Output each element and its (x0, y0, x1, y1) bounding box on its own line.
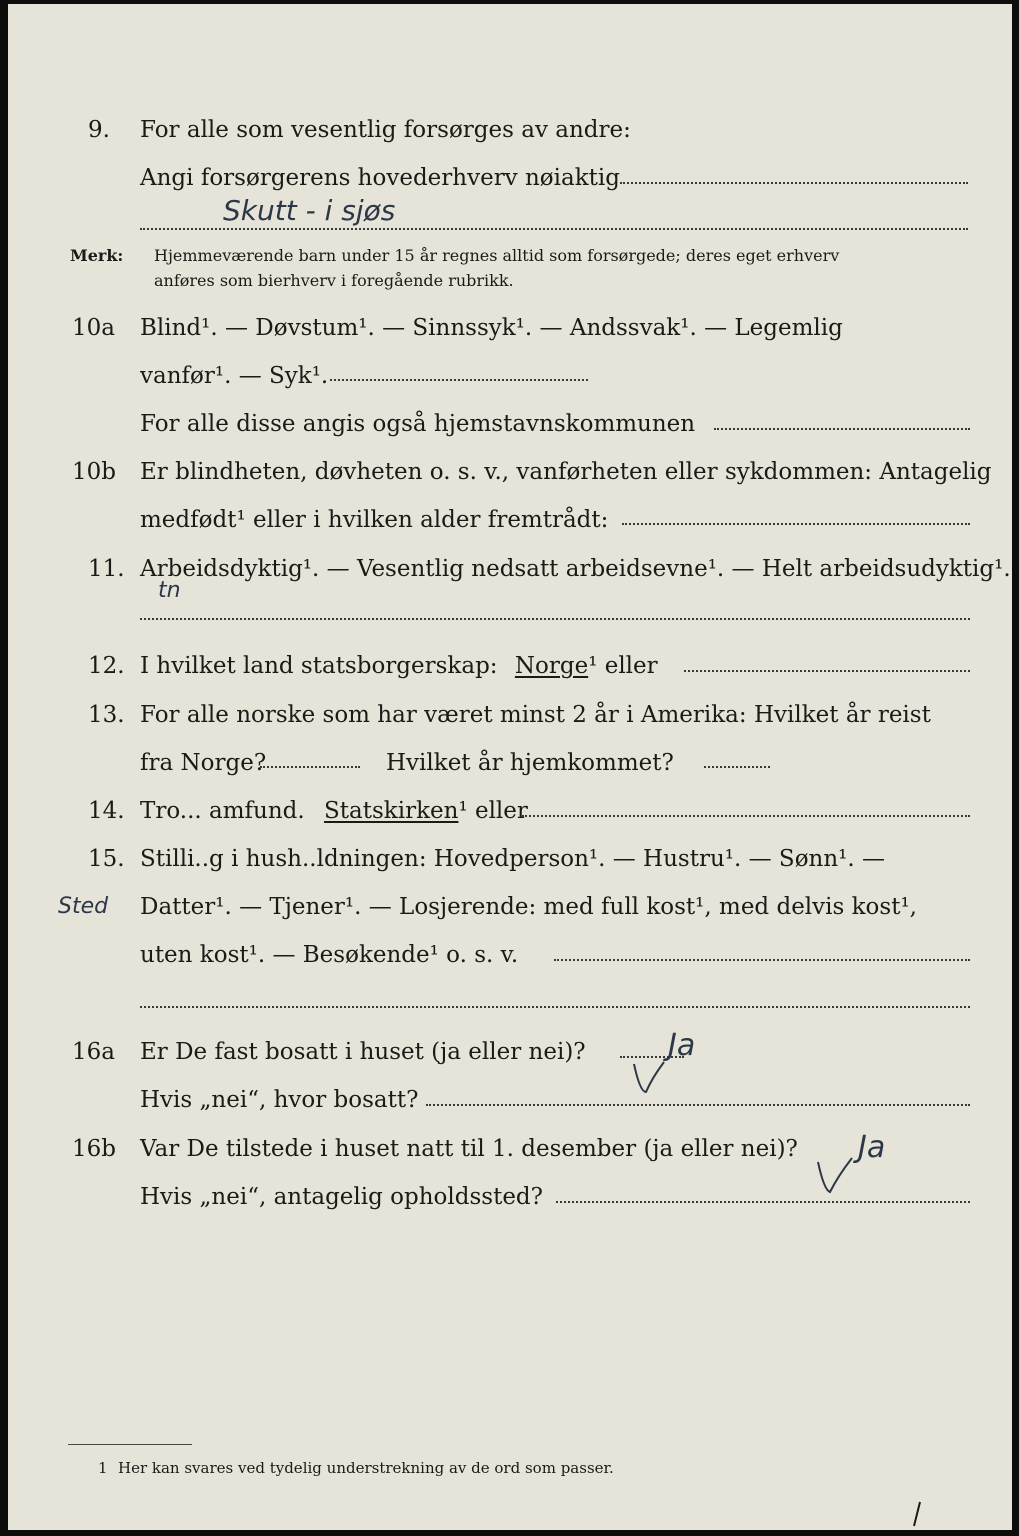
q14-prefix: Tro... amfund. (140, 798, 305, 824)
q14-statskirken-underlined: Statskirken (324, 798, 459, 824)
q13-line1: For alle norske som har været minst 2 år i Amerika: Hvilket år reist (140, 702, 931, 728)
pencil-stroke-icon (908, 1500, 924, 1528)
q15-line1: Stilli..g i hush..ldningen: Hovedperson¹. — Hustru¹. — Sønn¹. — (140, 846, 886, 872)
q16a-line2: Hvis „nei“, hvor bosatt? (140, 1087, 419, 1113)
q15-osv-line (554, 959, 970, 961)
q10b-alder-line (622, 523, 970, 525)
q12-eller-line (684, 670, 970, 672)
q16a-checkmark-icon (630, 1058, 670, 1098)
q11-line1: Arbeidsdyktig¹. — Vesentlig nedsatt arbeidsevne¹. — Helt arbeidsudyktig¹. (140, 556, 1011, 582)
footnote-marker: 1 (98, 1459, 108, 1477)
q15-handwritten-mark: Sted (58, 894, 109, 919)
q10a-number: 10a (72, 315, 115, 341)
q14-number: 14. (88, 798, 125, 824)
q14-eller-line (522, 815, 970, 817)
q13-line2a: fra Norge? (140, 750, 267, 776)
q16a-number: 16a (72, 1039, 115, 1065)
q12-prefix: I hvilket land statsborgerskap: (140, 653, 498, 679)
q16b-line2: Hvis „nei“, antagelig opholdssted? (140, 1184, 543, 1210)
q16b-handwritten-answer: Ja (858, 1130, 886, 1165)
q15-line2: Datter¹. — Tjener¹. — Losjerende: med full kost¹, med delvis kost¹, (140, 894, 917, 920)
q16b-opholdssted-line (556, 1201, 970, 1203)
q14-suffix: ¹ eller (458, 798, 528, 824)
q16a-line1: Er De fast bosatt i huset (ja eller nei)? (140, 1039, 586, 1065)
census-form-page (8, 4, 1012, 1530)
q10a-line2: vanfør¹. — Syk¹. (140, 363, 329, 389)
q15-line3: uten kost¹. — Besøkende¹ o. s. v. (140, 942, 519, 968)
q11-handwritten-mark: tn (158, 578, 181, 603)
q9-line2: Angi forsørgerens hovederhverv nøiaktig (140, 165, 620, 191)
q10a-syk-line (330, 379, 588, 381)
q16a-bosatt-line (426, 1104, 970, 1106)
q12-number: 12. (88, 653, 125, 679)
q15-answer-line (140, 1006, 970, 1008)
footnote-separator (68, 1444, 192, 1445)
merk-line1: Hjemmeværende barn under 15 år regnes alltid som forsørgede; deres eget erhverv (154, 246, 840, 265)
q12-norge-underlined: Norge (514, 653, 589, 679)
q9-line1: For alle som vesentlig forsørges av andre: (140, 117, 631, 143)
q10a-line3: For alle disse angis også hjemstavnskommunen (140, 411, 696, 437)
merk-line2: anføres som bierhverv i foregående rubrikk. (154, 271, 514, 290)
merk-label: Merk: (70, 246, 124, 265)
q16a-handwritten-answer: Ja (668, 1028, 696, 1063)
q10a-line1: Blind¹. — Døvstum¹. — Sinnssyk¹. — Andssvak¹. — Legemlig (140, 315, 843, 341)
q13-reist-line (260, 766, 360, 768)
q12-suffix: ¹ eller (588, 653, 658, 679)
q10b-number: 10b (72, 459, 116, 485)
q13-line2b: Hvilket år hjemkommet? (386, 750, 674, 776)
q13-number: 13. (88, 702, 125, 728)
q10a-hjemstavn-line (714, 428, 970, 430)
q16b-number: 16b (72, 1136, 116, 1162)
q10b-line1: Er blindheten, døvheten o. s. v., vanførheten eller sykdommen: Antagelig (140, 459, 992, 485)
q9-answer-line (140, 228, 968, 230)
footnote-text: Her kan svares ved tydelig understrekning av de ord som passer. (118, 1459, 614, 1477)
q9-handwritten-answer: Skutt - i sjøs (223, 194, 396, 227)
q10b-line2: medfødt¹ eller i hvilken alder fremtrådt: (140, 507, 609, 533)
q11-answer-line (140, 618, 970, 620)
q9-number: 9. (88, 117, 110, 143)
q16b-checkmark-icon (814, 1154, 858, 1196)
q11-number: 11. (88, 556, 125, 582)
q13-hjemkommet-line (704, 766, 770, 768)
q15-number: 15. (88, 846, 125, 872)
q16b-line1: Var De tilstede i huset natt til 1. desember (ja eller nei)? (140, 1136, 798, 1162)
q9-dotted-line (620, 182, 968, 184)
